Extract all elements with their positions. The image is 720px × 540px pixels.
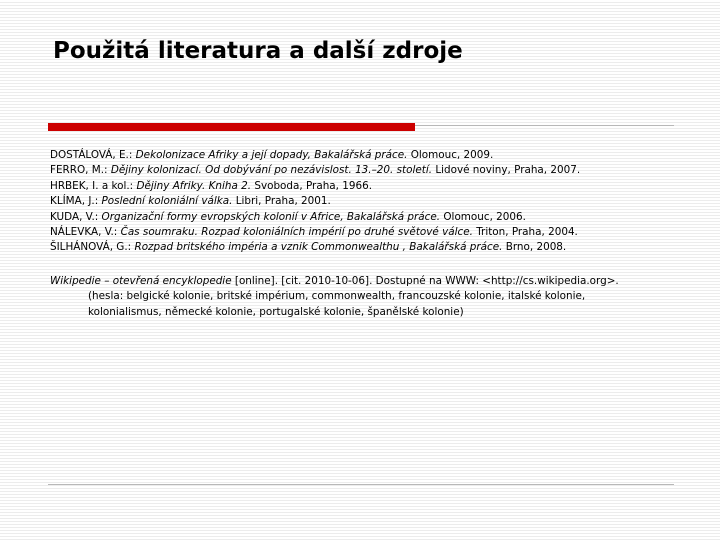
reference-item bbox=[50, 148, 690, 163]
reference-item bbox=[50, 163, 690, 178]
slide-title: Použitá literatura a další zdroje bbox=[53, 38, 463, 64]
wiki-reference bbox=[50, 274, 690, 320]
reference-author: KLÍMA, J.: bbox=[50, 195, 102, 208]
reference-item bbox=[50, 210, 690, 225]
wiki-entries-line: kolonialismus, německé kolonie, portugalské kolonie, španělské kolonie) bbox=[88, 305, 464, 318]
footer-divider-line bbox=[48, 484, 674, 485]
reference-author: ŠILHÁNOVÁ, G.: bbox=[50, 241, 135, 254]
reference-publisher: Svoboda, Praha, 1966. bbox=[251, 179, 373, 192]
reference-publisher: Triton, Praha, 2004. bbox=[472, 226, 578, 239]
reference-item bbox=[50, 194, 690, 209]
reference-publisher: Olomouc, 2006. bbox=[440, 210, 526, 223]
reference-title: Dějiny kolonizací. Od dobývání po nezávislost. 13.–20. století. bbox=[110, 164, 433, 177]
reference-publisher: Lidové noviny, Praha, 2007. bbox=[432, 164, 581, 177]
wiki-reference-line bbox=[50, 274, 690, 289]
reference-author: FERRO, M.: bbox=[50, 164, 111, 177]
wiki-entries-line: (hesla: belgické kolonie, britské impérium, commonwealth, francouzské kolonie, italské kolonie, bbox=[88, 290, 586, 303]
reference-author: NÁLEVKA, V.: bbox=[50, 226, 121, 239]
reference-publisher: Olomouc, 2009. bbox=[407, 149, 494, 161]
reference-title: Dekolonizace Afriky a její dopady, Bakalářská práce. bbox=[135, 149, 408, 161]
reference-item bbox=[50, 225, 690, 240]
reference-author: DOSTÁLOVÁ, E.: bbox=[50, 149, 136, 161]
reference-title: Organizační formy evropských kolonií v Africe, Bakalářská práce. bbox=[101, 210, 441, 223]
reference-title: Čas soumraku. Rozpad koloniálních impérií po druhé světové válce. bbox=[120, 226, 473, 239]
reference-title: Dějiny Afriky. Kniha 2. bbox=[136, 179, 252, 192]
reference-author: HRBEK, I. a kol.: bbox=[50, 179, 137, 192]
reference-publisher: Brno, 2008. bbox=[502, 241, 567, 254]
title-accent-bar bbox=[48, 123, 415, 131]
reference-item bbox=[50, 240, 690, 255]
reference-author: KUDA, V.: bbox=[50, 210, 102, 223]
wiki-title: Wikipedie – otevřená encyklopedie bbox=[50, 275, 232, 287]
reference-list bbox=[50, 148, 690, 256]
reference-title: Poslední koloniální válka. bbox=[101, 195, 233, 208]
reference-item bbox=[50, 179, 690, 194]
reference-title: Rozpad britského impéria a vznik Commonwealthu , Bakalářská práce. bbox=[134, 241, 503, 254]
wiki-source-info: [online]. [cit. 2010-10-06]. Dostupné na WWW: <http://cs.wikipedia.org>. bbox=[231, 275, 619, 287]
reference-publisher: Libri, Praha, 2001. bbox=[232, 195, 331, 208]
